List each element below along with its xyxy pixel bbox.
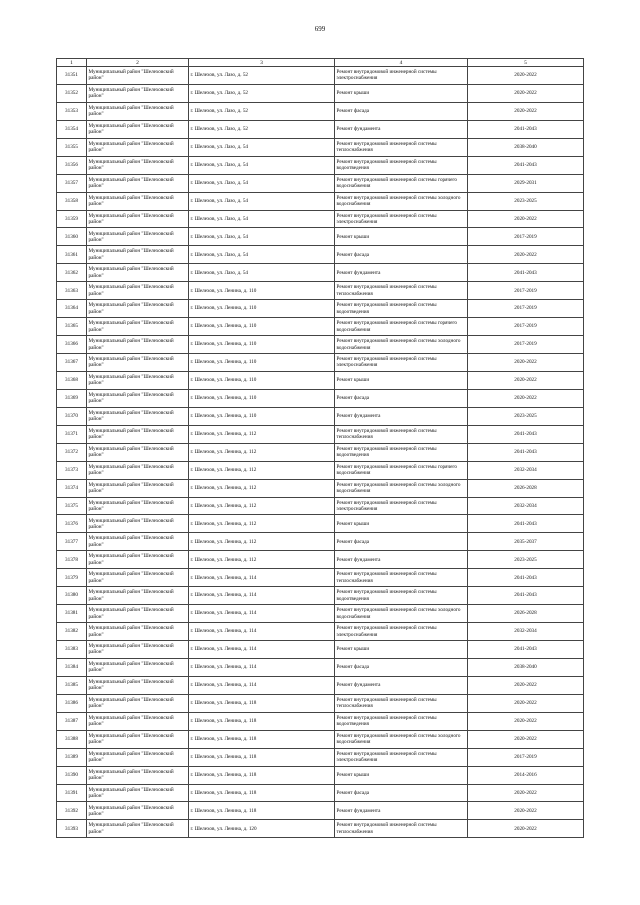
period-cell: 2017-2019 — [468, 748, 584, 766]
work-type-cell: Ремонт внутридомовой инженерной системы холодного водоснабжения — [335, 605, 468, 623]
district-cell: Муниципальный район "Шелеховский район" — [87, 766, 189, 784]
capital-repair-table — [56, 58, 584, 838]
row-number-cell: 31356 — [57, 156, 87, 174]
work-type-cell: Ремонт фасада — [335, 784, 468, 802]
work-type-cell: Ремонт фундамента — [335, 676, 468, 694]
period-cell: 2017-2019 — [468, 282, 584, 300]
work-type-cell: Ремонт внутридомовой инженерной системы электроснабжения — [335, 67, 468, 85]
address-cell: г. Шелехов, ул. Ленина, д. 114 — [189, 676, 335, 694]
address-cell: г. Шелехов, ул. Ленина, д. 120 — [189, 820, 335, 838]
district-cell: Муниципальный район "Шелеховский район" — [87, 533, 189, 551]
table-row — [57, 67, 584, 85]
district-cell: Муниципальный район "Шелеховский район" — [87, 407, 189, 425]
district-cell: Муниципальный район "Шелеховский район" — [87, 138, 189, 156]
table-row — [57, 802, 584, 820]
period-cell: 2041-2043 — [468, 587, 584, 605]
address-cell: г. Шелехов, ул. Лазо, д. 54 — [189, 228, 335, 246]
row-number-cell: 31383 — [57, 641, 87, 659]
work-type-cell: Ремонт фасада — [335, 246, 468, 264]
address-cell: г. Шелехов, ул. Лазо, д. 54 — [189, 174, 335, 192]
district-cell: Муниципальный район "Шелеховский район" — [87, 246, 189, 264]
table-row — [57, 461, 584, 479]
address-cell: г. Шелехов, ул. Лазо, д. 52 — [189, 102, 335, 120]
period-cell: 2017-2019 — [468, 300, 584, 318]
district-cell: Муниципальный район "Шелеховский район" — [87, 730, 189, 748]
row-number-cell: 31357 — [57, 174, 87, 192]
address-cell: г. Шелехов, ул. Ленина, д. 110 — [189, 336, 335, 354]
work-type-cell: Ремонт внутридомовой инженерной системы холодного водоснабжения — [335, 192, 468, 210]
work-type-cell: Ремонт внутридомовой инженерной системы горячего водоснабжения — [335, 461, 468, 479]
period-cell: 2032-2034 — [468, 623, 584, 641]
period-cell: 2023-2025 — [468, 551, 584, 569]
row-number-cell: 31363 — [57, 282, 87, 300]
work-type-cell: Ремонт крыши — [335, 641, 468, 659]
row-number-cell: 31354 — [57, 120, 87, 138]
address-cell: г. Шелехов, ул. Лазо, д. 54 — [189, 138, 335, 156]
row-number-cell: 31351 — [57, 67, 87, 85]
table-row — [57, 766, 584, 784]
work-type-cell: Ремонт фасада — [335, 102, 468, 120]
table-row — [57, 407, 584, 425]
row-number-cell: 31373 — [57, 461, 87, 479]
table-row — [57, 354, 584, 372]
period-cell: 2032-2034 — [468, 497, 584, 515]
address-cell: г. Шелехов, ул. Ленина, д. 118 — [189, 802, 335, 820]
address-cell: г. Шелехов, ул. Ленина, д. 114 — [189, 569, 335, 587]
table-row — [57, 623, 584, 641]
row-number-cell: 31359 — [57, 210, 87, 228]
work-type-cell: Ремонт фундамента — [335, 120, 468, 138]
work-type-cell: Ремонт внутридомовой инженерной системы горячего водоснабжения — [335, 318, 468, 336]
table-row — [57, 820, 584, 838]
table-row — [57, 228, 584, 246]
period-cell: 2020-2022 — [468, 84, 584, 102]
table-row — [57, 192, 584, 210]
address-cell: г. Шелехов, ул. Ленина, д. 118 — [189, 730, 335, 748]
period-cell: 2020-2022 — [468, 246, 584, 264]
period-cell: 2041-2043 — [468, 443, 584, 461]
work-type-cell: Ремонт внутридомовой инженерной системы теплоснабжения — [335, 569, 468, 587]
table-row — [57, 497, 584, 515]
row-number-cell: 31378 — [57, 551, 87, 569]
district-cell: Муниципальный район "Шелеховский район" — [87, 497, 189, 515]
table-row — [57, 264, 584, 282]
period-cell: 2020-2022 — [468, 210, 584, 228]
work-type-cell: Ремонт фундамента — [335, 407, 468, 425]
row-number-cell: 31387 — [57, 712, 87, 730]
row-number-cell: 31364 — [57, 300, 87, 318]
row-number-cell: 31369 — [57, 389, 87, 407]
row-number-cell: 31388 — [57, 730, 87, 748]
district-cell: Муниципальный район "Шелеховский район" — [87, 748, 189, 766]
row-number-cell: 31382 — [57, 623, 87, 641]
row-number-cell: 31390 — [57, 766, 87, 784]
address-cell: г. Шелехов, ул. Лазо, д. 54 — [189, 192, 335, 210]
address-cell: г. Шелехов, ул. Ленина, д. 112 — [189, 515, 335, 533]
work-type-cell: Ремонт фасада — [335, 389, 468, 407]
address-cell: г. Шелехов, ул. Ленина, д. 112 — [189, 461, 335, 479]
district-cell: Муниципальный район "Шелеховский район" — [87, 802, 189, 820]
row-number-cell: 31385 — [57, 676, 87, 694]
column-header-4: 4 — [335, 59, 468, 67]
address-cell: г. Шелехов, ул. Лазо, д. 52 — [189, 84, 335, 102]
work-type-cell: Ремонт внутридомовой инженерной системы холодного водоснабжения — [335, 730, 468, 748]
district-cell: Муниципальный район "Шелеховский район" — [87, 479, 189, 497]
row-number-cell: 31361 — [57, 246, 87, 264]
period-cell: 2041-2043 — [468, 425, 584, 443]
district-cell: Муниципальный район "Шелеховский район" — [87, 425, 189, 443]
table-row — [57, 515, 584, 533]
address-cell: г. Шелехов, ул. Ленина, д. 118 — [189, 784, 335, 802]
period-cell: 2020-2022 — [468, 802, 584, 820]
work-type-cell: Ремонт крыши — [335, 371, 468, 389]
table-row — [57, 784, 584, 802]
period-cell: 2020-2022 — [468, 712, 584, 730]
address-cell: г. Шелехов, ул. Ленина, д. 114 — [189, 658, 335, 676]
period-cell: 2020-2022 — [468, 676, 584, 694]
row-number-cell: 31355 — [57, 138, 87, 156]
period-cell: 2038-2040 — [468, 138, 584, 156]
row-number-cell: 31386 — [57, 694, 87, 712]
work-type-cell: Ремонт внутридомовой инженерной системы горячего водоснабжения — [335, 174, 468, 192]
address-cell: г. Шелехов, ул. Лазо, д. 54 — [189, 264, 335, 282]
district-cell: Муниципальный район "Шелеховский район" — [87, 192, 189, 210]
row-number-cell: 31375 — [57, 497, 87, 515]
table-row — [57, 120, 584, 138]
period-cell: 2020-2022 — [468, 67, 584, 85]
address-cell: г. Шелехов, ул. Ленина, д. 112 — [189, 551, 335, 569]
district-cell: Муниципальный район "Шелеховский район" — [87, 623, 189, 641]
district-cell: Муниципальный район "Шелеховский район" — [87, 694, 189, 712]
address-cell: г. Шелехов, ул. Ленина, д. 114 — [189, 605, 335, 623]
address-cell: г. Шелехов, ул. Лазо, д. 52 — [189, 120, 335, 138]
address-cell: г. Шелехов, ул. Ленина, д. 110 — [189, 407, 335, 425]
period-cell: 2041-2043 — [468, 156, 584, 174]
work-type-cell: Ремонт крыши — [335, 515, 468, 533]
address-cell: г. Шелехов, ул. Ленина, д. 110 — [189, 389, 335, 407]
period-cell: 2020-2022 — [468, 102, 584, 120]
address-cell: г. Шелехов, ул. Ленина, д. 118 — [189, 694, 335, 712]
district-cell: Муниципальный район "Шелеховский район" — [87, 551, 189, 569]
row-number-cell: 31376 — [57, 515, 87, 533]
district-cell: Муниципальный район "Шелеховский район" — [87, 515, 189, 533]
district-cell: Муниципальный район "Шелеховский район" — [87, 210, 189, 228]
work-type-cell: Ремонт внутридомовой инженерной системы водоотведения — [335, 712, 468, 730]
address-cell: г. Шелехов, ул. Ленина, д. 112 — [189, 479, 335, 497]
work-type-cell: Ремонт крыши — [335, 228, 468, 246]
table-row — [57, 300, 584, 318]
table-row — [57, 479, 584, 497]
table-row — [57, 569, 584, 587]
table-row — [57, 443, 584, 461]
period-cell: 2017-2019 — [468, 228, 584, 246]
address-cell: г. Шелехов, ул. Ленина, д. 110 — [189, 371, 335, 389]
district-cell: Муниципальный район "Шелеховский район" — [87, 784, 189, 802]
period-cell: 2041-2043 — [468, 641, 584, 659]
address-cell: г. Шелехов, ул. Лазо, д. 54 — [189, 210, 335, 228]
district-cell: Муниципальный район "Шелеховский район" — [87, 587, 189, 605]
period-cell: 2014-2016 — [468, 766, 584, 784]
work-type-cell: Ремонт внутридомовой инженерной системы теплоснабжения — [335, 282, 468, 300]
row-number-cell: 31381 — [57, 605, 87, 623]
district-cell: Муниципальный район "Шелеховский район" — [87, 336, 189, 354]
table-row — [57, 730, 584, 748]
table-row — [57, 138, 584, 156]
table-row — [57, 605, 584, 623]
row-number-cell: 31360 — [57, 228, 87, 246]
column-header-1: 1 — [57, 59, 87, 67]
address-cell: г. Шелехов, ул. Лазо, д. 54 — [189, 156, 335, 174]
period-cell: 2041-2043 — [468, 515, 584, 533]
row-number-cell: 31393 — [57, 820, 87, 838]
district-cell: Муниципальный район "Шелеховский район" — [87, 67, 189, 85]
district-cell: Муниципальный район "Шелеховский район" — [87, 389, 189, 407]
row-number-cell: 31353 — [57, 102, 87, 120]
work-type-cell: Ремонт внутридомовой инженерной системы водоотведения — [335, 443, 468, 461]
row-number-cell: 31365 — [57, 318, 87, 336]
work-type-cell: Ремонт внутридомовой инженерной системы водоотведения — [335, 587, 468, 605]
column-header-2: 2 — [87, 59, 189, 67]
period-cell: 2020-2022 — [468, 694, 584, 712]
page-number: 699 — [314, 25, 326, 33]
work-type-cell: Ремонт внутридомовой инженерной системы теплоснабжения — [335, 138, 468, 156]
address-cell: г. Шелехов, ул. Ленина, д. 110 — [189, 282, 335, 300]
period-cell: 2038-2040 — [468, 658, 584, 676]
district-cell: Муниципальный район "Шелеховский район" — [87, 318, 189, 336]
row-number-cell: 31380 — [57, 587, 87, 605]
address-cell: г. Шелехов, ул. Ленина, д. 112 — [189, 533, 335, 551]
address-cell: г. Шелехов, ул. Ленина, д. 118 — [189, 748, 335, 766]
work-type-cell: Ремонт внутридомовой инженерной системы водоотведения — [335, 156, 468, 174]
row-number-cell: 31377 — [57, 533, 87, 551]
district-cell: Муниципальный район "Шелеховский район" — [87, 605, 189, 623]
row-number-cell: 31384 — [57, 658, 87, 676]
row-number-cell: 31372 — [57, 443, 87, 461]
period-cell: 2032-2034 — [468, 461, 584, 479]
work-type-cell: Ремонт фасада — [335, 658, 468, 676]
district-cell: Муниципальный район "Шелеховский район" — [87, 84, 189, 102]
work-type-cell: Ремонт внутридомовой инженерной системы электроснабжения — [335, 210, 468, 228]
district-cell: Муниципальный район "Шелеховский район" — [87, 443, 189, 461]
period-cell: 2029-2031 — [468, 174, 584, 192]
period-cell: 2023-2025 — [468, 192, 584, 210]
table-row — [57, 156, 584, 174]
table-row — [57, 282, 584, 300]
address-cell: г. Шелехов, ул. Ленина, д. 114 — [189, 587, 335, 605]
district-cell: Муниципальный район "Шелеховский район" — [87, 174, 189, 192]
row-number-cell: 31374 — [57, 479, 87, 497]
district-cell: Муниципальный район "Шелеховский район" — [87, 354, 189, 372]
district-cell: Муниципальный район "Шелеховский район" — [87, 300, 189, 318]
district-cell: Муниципальный район "Шелеховский район" — [87, 228, 189, 246]
period-cell: 2020-2022 — [468, 730, 584, 748]
address-cell: г. Шелехов, ул. Ленина, д. 114 — [189, 641, 335, 659]
table-row — [57, 174, 584, 192]
district-cell: Муниципальный район "Шелеховский район" — [87, 712, 189, 730]
work-type-cell: Ремонт внутридомовой инженерной системы теплоснабжения — [335, 820, 468, 838]
work-type-cell: Ремонт внутридомовой инженерной системы теплоснабжения — [335, 694, 468, 712]
address-cell: г. Шелехов, ул. Ленина, д. 114 — [189, 623, 335, 641]
period-cell: 2023-2025 — [468, 407, 584, 425]
table-row — [57, 676, 584, 694]
district-cell: Муниципальный район "Шелеховский район" — [87, 641, 189, 659]
address-cell: г. Шелехов, ул. Ленина, д. 110 — [189, 318, 335, 336]
work-type-cell: Ремонт внутридомовой инженерной системы электроснабжения — [335, 354, 468, 372]
header-row — [57, 59, 584, 67]
district-cell: Муниципальный район "Шелеховский район" — [87, 371, 189, 389]
work-type-cell: Ремонт крыши — [335, 766, 468, 784]
row-number-cell: 31379 — [57, 569, 87, 587]
table-row — [57, 712, 584, 730]
row-number-cell: 31352 — [57, 84, 87, 102]
address-cell: г. Шелехов, ул. Ленина, д. 112 — [189, 425, 335, 443]
work-type-cell: Ремонт внутридомовой инженерной системы теплоснабжения — [335, 425, 468, 443]
district-cell: Муниципальный район "Шелеховский район" — [87, 569, 189, 587]
address-cell: г. Шелехов, ул. Ленина, д. 118 — [189, 712, 335, 730]
table-row — [57, 694, 584, 712]
period-cell: 2026-2028 — [468, 479, 584, 497]
period-cell: 2041-2043 — [468, 120, 584, 138]
row-number-cell: 31367 — [57, 354, 87, 372]
row-number-cell: 31358 — [57, 192, 87, 210]
work-type-cell: Ремонт фундамента — [335, 551, 468, 569]
row-number-cell: 31370 — [57, 407, 87, 425]
address-cell: г. Шелехов, ул. Ленина, д. 112 — [189, 497, 335, 515]
table-row — [57, 371, 584, 389]
address-cell: г. Шелехов, ул. Ленина, д. 110 — [189, 300, 335, 318]
period-cell: 2020-2022 — [468, 354, 584, 372]
work-type-cell: Ремонт внутридомовой инженерной системы холодного водоснабжения — [335, 336, 468, 354]
address-cell: г. Шелехов, ул. Ленина, д. 110 — [189, 354, 335, 372]
table-row — [57, 318, 584, 336]
table-row — [57, 748, 584, 766]
row-number-cell: 31366 — [57, 336, 87, 354]
table-row — [57, 84, 584, 102]
period-cell: 2026-2028 — [468, 605, 584, 623]
work-type-cell: Ремонт фундамента — [335, 264, 468, 282]
work-type-cell: Ремонт внутридомовой инженерной системы электроснабжения — [335, 623, 468, 641]
row-number-cell: 31362 — [57, 264, 87, 282]
address-cell: г. Шелехов, ул. Лазо, д. 54 — [189, 246, 335, 264]
column-header-3: 3 — [189, 59, 335, 67]
period-cell: 2020-2022 — [468, 820, 584, 838]
work-type-cell: Ремонт внутридомовой инженерной системы электроснабжения — [335, 748, 468, 766]
table-row — [57, 551, 584, 569]
period-cell: 2041-2043 — [468, 264, 584, 282]
table-row — [57, 425, 584, 443]
address-cell: г. Шелехов, ул. Лазо, д. 52 — [189, 67, 335, 85]
work-type-cell: Ремонт внутридомовой инженерной системы водоотведения — [335, 300, 468, 318]
work-type-cell: Ремонт фундамента — [335, 802, 468, 820]
period-cell: 2041-2043 — [468, 569, 584, 587]
row-number-cell: 31392 — [57, 802, 87, 820]
table-row — [57, 533, 584, 551]
table-row — [57, 210, 584, 228]
work-type-cell: Ремонт фасада — [335, 533, 468, 551]
table-row — [57, 658, 584, 676]
district-cell: Муниципальный район "Шелеховский район" — [87, 282, 189, 300]
work-type-cell: Ремонт крыши — [335, 84, 468, 102]
period-cell: 2017-2019 — [468, 318, 584, 336]
period-cell: 2020-2022 — [468, 389, 584, 407]
period-cell: 2017-2019 — [468, 336, 584, 354]
table-header — [57, 59, 584, 67]
period-cell: 2020-2022 — [468, 371, 584, 389]
table-row — [57, 102, 584, 120]
table-body — [57, 67, 584, 838]
work-type-cell: Ремонт внутридомовой инженерной системы холодного водоснабжения — [335, 479, 468, 497]
table-row — [57, 336, 584, 354]
table-row — [57, 246, 584, 264]
district-cell: Муниципальный район "Шелеховский район" — [87, 264, 189, 282]
table-row — [57, 641, 584, 659]
table-row — [57, 389, 584, 407]
row-number-cell: 31391 — [57, 784, 87, 802]
work-type-cell: Ремонт внутридомовой инженерной системы электроснабжения — [335, 497, 468, 515]
district-cell: Муниципальный район "Шелеховский район" — [87, 102, 189, 120]
district-cell: Муниципальный район "Шелеховский район" — [87, 820, 189, 838]
district-cell: Муниципальный район "Шелеховский район" — [87, 120, 189, 138]
address-cell: г. Шелехов, ул. Ленина, д. 112 — [189, 443, 335, 461]
district-cell: Муниципальный район "Шелеховский район" — [87, 461, 189, 479]
row-number-cell: 31389 — [57, 748, 87, 766]
row-number-cell: 31371 — [57, 425, 87, 443]
table-row — [57, 587, 584, 605]
row-number-cell: 31368 — [57, 371, 87, 389]
address-cell: г. Шелехов, ул. Ленина, д. 118 — [189, 766, 335, 784]
district-cell: Муниципальный район "Шелеховский район" — [87, 676, 189, 694]
period-cell: 2035-2037 — [468, 533, 584, 551]
period-cell: 2020-2022 — [468, 784, 584, 802]
column-header-5: 5 — [468, 59, 584, 67]
district-cell: Муниципальный район "Шелеховский район" — [87, 156, 189, 174]
district-cell: Муниципальный район "Шелеховский район" — [87, 658, 189, 676]
